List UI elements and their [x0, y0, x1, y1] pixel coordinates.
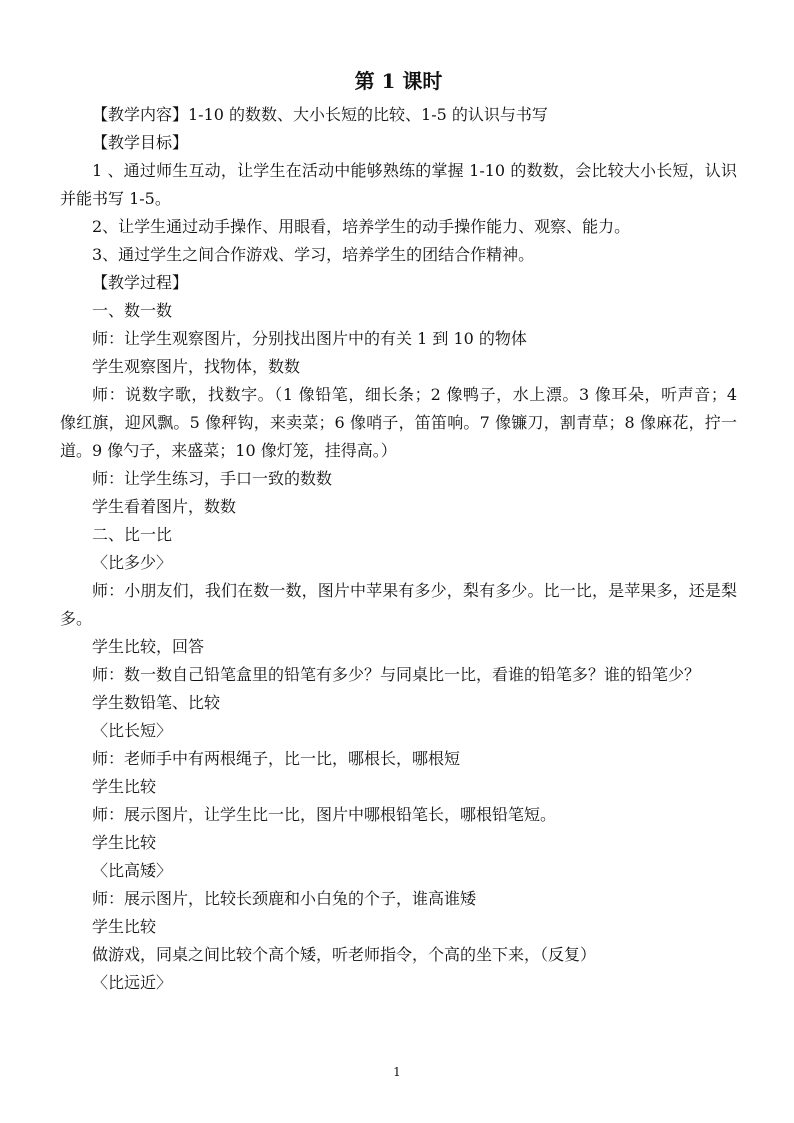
paragraph-teaching-content: 【教学内容】1-10 的数数、大小长短的比较、1-5 的认识与书写: [92, 105, 548, 124]
paragraph-giraffe-rabbit: 师：展示图片，比较长颈鹿和小白兔的个子，谁高谁矮: [92, 889, 477, 908]
paragraph-goal-2: 2、让学生通过动手操作、用眼看，培养学生的动手操作能力、观察、能力。: [92, 217, 631, 236]
subheading-compare-length: 〈比长短〉: [92, 721, 173, 740]
paragraph-student-answer: 学生比较，回答: [92, 637, 205, 656]
paragraph-pencil-length: 师：展示图片，让学生比一比，图片中哪根铅笔长，哪根铅笔短。: [92, 805, 557, 824]
heading-teaching-process: 【教学过程】: [92, 273, 189, 292]
section-compare: 二、比一比: [92, 525, 173, 544]
paragraph-goal-3: 3、通过学生之间合作游戏、学习，培养学生的团结合作精神。: [92, 245, 535, 264]
paragraph-apples-pears: 师：小朋友们，我们在数一数，图片中苹果有多少，梨有多少。比一比，是苹果多，还是梨多。: [60, 581, 737, 628]
subheading-compare-quantity: 〈比多少〉: [92, 553, 173, 572]
page-number: 1: [393, 1065, 401, 1079]
heading-teaching-goals: 【教学目标】: [92, 133, 189, 152]
paragraph-student-count: 学生看着图片，数数: [92, 497, 237, 516]
paragraph-student-pencils: 学生数铅笔、比较: [92, 693, 221, 712]
paragraph-pencil-count: 师：数一数自己铅笔盒里的铅笔有多少？与同桌比一比，看谁的铅笔多？谁的铅笔少？: [92, 665, 701, 684]
paragraph-goal-1: 1 、通过师生互动，让学生在活动中能够熟练的掌握 1-10 的数数，会比较大小长短，认识并能书写 1-5。: [60, 161, 737, 208]
subheading-compare-distance: 〈比远近〉: [92, 973, 173, 992]
paragraph-height-game: 做游戏，同桌之间比较个高个矮，听老师指令，个高的坐下来，（反复）: [92, 945, 597, 964]
paragraph-number-song: 师：说数字歌，找数字。（1 像铅笔，细长条；2 像鸭子，水上漂。3 像耳朵，听声音；4 像红旗，迎风飘。5 像秤钩，来卖菜；6 像哨子，笛笛响。7 像镰刀，割青草；8 像麻花，拧一道。9 像勺子，来盛菜；10 像灯笼，挂得高。）: [60, 385, 737, 460]
section-count: 一、数一数: [92, 301, 173, 320]
paragraph-teacher-practice: 师：让学生练习，手口一致的数数: [92, 469, 333, 488]
subheading-compare-height: 〈比高矮〉: [92, 861, 173, 880]
paragraph-student-compare-3: 学生比较: [92, 917, 157, 936]
paragraph-student-compare-1: 学生比较: [92, 777, 157, 796]
paragraph-student-compare-2: 学生比较: [92, 833, 157, 852]
document-title: 第 1 课时: [354, 69, 443, 93]
document-page: [60, 66, 737, 997]
paragraph-ropes: 师：老师手中有两根绳子，比一比，哪根长，哪根短: [92, 749, 461, 768]
paragraph-student-observe: 学生观察图片，找物体，数数: [92, 357, 301, 376]
paragraph-teacher-observe: 师：让学生观察图片，分别找出图片中的有关 1 到 10 的物体: [92, 329, 527, 348]
